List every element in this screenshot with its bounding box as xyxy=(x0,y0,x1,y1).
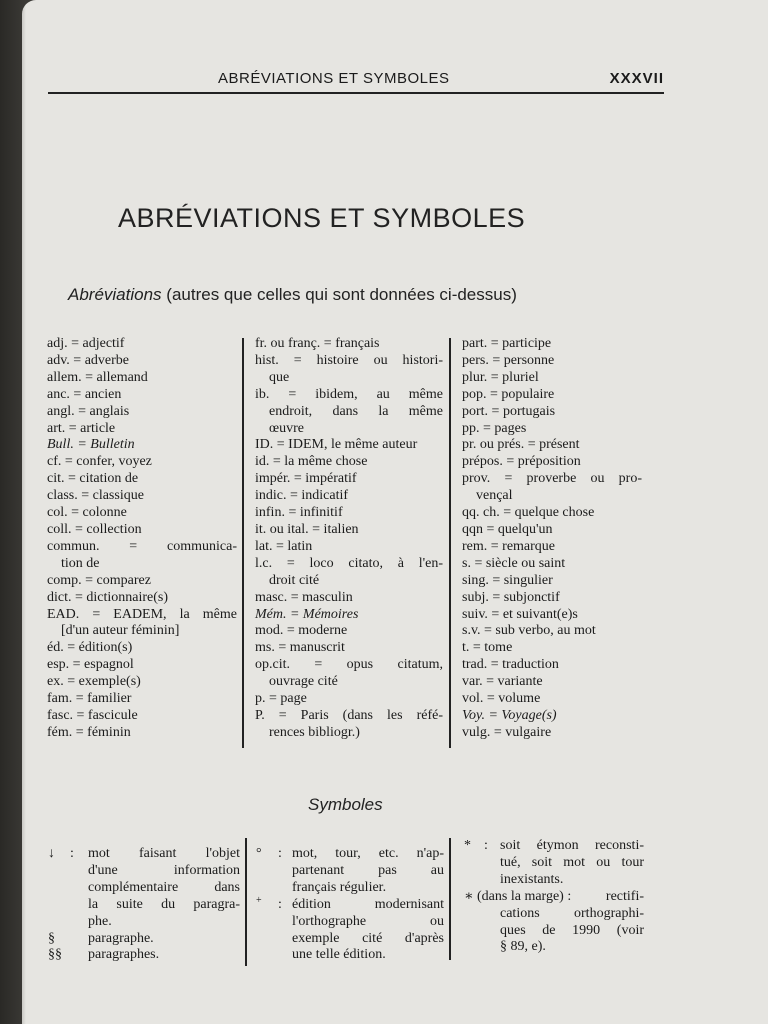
abbr-entry: var. = variante xyxy=(462,674,543,690)
abbr-entry: EAD. = EADEM, la même xyxy=(47,606,237,622)
abbr-entry: suiv. = et suivant(e)s xyxy=(462,606,578,622)
page-gutter-shadow xyxy=(0,0,26,1024)
symbol-description: mot, tour, etc. n'ap- partenant pas au français régulier. xyxy=(292,846,444,895)
abbr-entry: Bull. = Bulletin xyxy=(47,437,135,453)
page-title: ABRÉVIATIONS ET SYMBOLES xyxy=(118,203,526,233)
symbol-description: édition modernisant l'orthographe ou exemple cité d'après une telle édition. xyxy=(292,896,444,963)
abbr-entry: infin. = infinitif xyxy=(255,505,343,521)
abbr-entry: Mém. = Mémoires xyxy=(255,606,359,622)
abbr-entry: ID. = IDEM, le même auteur xyxy=(255,437,418,453)
abbr-entry: éd. = édition(s) xyxy=(47,640,133,656)
margin-asterisk-symbol: ∗ (dans la marge) : xyxy=(464,888,572,904)
column-divider xyxy=(242,338,244,748)
abbr-entry: comp. = comparez xyxy=(47,572,151,588)
colon: : xyxy=(484,838,488,853)
abbr-entry-continuation: [d'un auteur féminin] xyxy=(61,623,180,639)
abbr-entry: Voy. = Voyage(s) xyxy=(462,707,557,723)
symbol-description: paragraphes. xyxy=(88,947,160,963)
down-arrow-icon: ↓ xyxy=(48,846,55,861)
abbr-entry: qq. ch. = quelque chose xyxy=(462,505,595,521)
abbr-entry: fasc. = fascicule xyxy=(47,707,138,723)
abbr-entry: t. = tome xyxy=(462,640,513,656)
abbr-entry-continuation: tion de xyxy=(61,555,100,571)
abbr-entry: ms. = manuscrit xyxy=(255,640,345,656)
page-number: XXXVII xyxy=(609,70,664,87)
abbr-entry-continuation: ouvrage cité xyxy=(269,674,338,690)
abbr-entry-continuation: droit cité xyxy=(269,572,320,588)
symbol-description: soit étymon reconsti- tué, soit mot ou tour inexistants. xyxy=(500,838,644,887)
abbr-entry-continuation: vençal xyxy=(476,488,513,504)
abbr-entry: esp. = espagnol xyxy=(47,657,134,673)
colon: : xyxy=(70,846,74,861)
colon: : xyxy=(278,846,282,861)
abbr-entry: p. = page xyxy=(255,691,307,707)
abbr-entry-continuation: œuvre xyxy=(269,420,304,436)
symbol-entry xyxy=(256,846,444,897)
abbr-entry: prov. = proverbe ou pro- xyxy=(462,471,642,487)
abbr-entry: l.c. = loco citato, à l'en- xyxy=(255,555,443,571)
abbr-entry: art. = article xyxy=(47,420,116,436)
abbr-entry: anc. = ancien xyxy=(47,386,122,402)
abbr-entry: pop. = populaire xyxy=(462,386,555,402)
column-divider xyxy=(449,338,451,748)
symbol-entry xyxy=(464,838,644,889)
abbreviations-heading-note: (autres que celles qui sont données ci-dessus) xyxy=(166,285,517,304)
abbr-entry: coll. = collection xyxy=(47,521,142,537)
abbr-entry: mod. = moderne xyxy=(255,623,348,639)
abbr-entry: pp. = pages xyxy=(462,420,527,436)
abbr-entry: masc. = masculin xyxy=(255,589,353,605)
abbr-entry-continuation: que xyxy=(269,369,290,385)
symbol-entry xyxy=(48,947,240,964)
abbr-entry: commun. = communica- xyxy=(47,538,237,554)
column-divider xyxy=(245,838,247,966)
abbr-entry: op.cit. = opus citatum, xyxy=(255,657,443,673)
abbr-entry: angl. = anglais xyxy=(47,403,130,419)
degree-symbol: ° xyxy=(256,846,262,861)
symbol-description: mot faisant l'objet d'une information complémentaire dans la suite du paragra- phe. xyxy=(88,846,240,929)
abbr-entry: pers. = personne xyxy=(462,352,555,368)
abbr-entry: fr. ou franç. = français xyxy=(255,336,380,351)
symbol-entry xyxy=(48,846,240,931)
symbols-column-1 xyxy=(48,846,240,964)
abbr-entry: adj. = adjectif xyxy=(47,336,125,351)
symbols-column-3 xyxy=(464,838,644,956)
abbr-entry: class. = classique xyxy=(47,488,144,504)
asterisk-symbol: * xyxy=(464,838,471,853)
section-symbol: § xyxy=(48,930,55,946)
symbol-entry xyxy=(256,894,444,965)
symbols-column-2 xyxy=(256,846,444,964)
abbr-entry: ib. = ibidem, au même xyxy=(255,386,443,402)
abbreviations-column-1 xyxy=(47,336,237,742)
abbr-entry: s. = siècle ou saint xyxy=(462,555,566,571)
abbr-entry: lat. = latin xyxy=(255,538,313,554)
abbr-entry-continuation: endroit, dans la même xyxy=(269,403,443,419)
abbr-entry: vulg. = vulgaire xyxy=(462,724,552,740)
abbr-entry: cit. = citation de xyxy=(47,471,139,487)
abbr-entry: dict. = dictionnaire(s) xyxy=(47,589,169,605)
abbr-entry: fam. = familier xyxy=(47,691,132,707)
symbols-heading: Symboles xyxy=(308,795,383,814)
plus-symbol: + xyxy=(256,894,262,906)
abbr-entry: col. = colonne xyxy=(47,505,127,521)
abbr-entry: allem. = allemand xyxy=(47,369,148,385)
abbr-entry: sing. = singulier xyxy=(462,572,553,588)
abbr-entry: port. = portugais xyxy=(462,403,556,419)
symbol-entry: ∗ (dans la marge) : rectifi- cations orthographi- ques de 1990 (voir § 89, e). xyxy=(464,888,644,955)
abbr-entry: prépos. = préposition xyxy=(462,454,581,470)
abbr-entry: qqn = quelqu'un xyxy=(462,521,553,537)
abbreviations-column-3 xyxy=(462,336,642,742)
symbol-entry xyxy=(48,931,240,948)
abbr-entry: adv. = adverbe xyxy=(47,352,130,368)
abbr-entry: s.v. = sub verbo, au mot xyxy=(462,623,596,639)
abbr-entry: trad. = traduction xyxy=(462,657,559,673)
abbr-entry: indic. = indicatif xyxy=(255,488,349,504)
abbr-entry: P. = Paris (dans les réfé- xyxy=(255,707,443,723)
colon: : xyxy=(278,896,282,912)
symbol-description: paragraphe. xyxy=(88,930,154,946)
abbr-entry: subj. = subjonctif xyxy=(462,589,560,605)
abbr-entry: pr. ou prés. = présent xyxy=(462,437,580,453)
abbreviations-column-2 xyxy=(255,336,443,742)
abbr-entry-continuation: rences bibliogr.) xyxy=(269,724,360,740)
abbreviations-heading xyxy=(68,285,517,305)
abbr-entry: ex. = exemple(s) xyxy=(47,674,141,690)
abbr-entry: cf. = confer, voyez xyxy=(47,454,152,470)
abbr-entry: hist. = histoire ou histori- xyxy=(255,352,443,368)
abbr-entry: plur. = pluriel xyxy=(462,369,539,385)
abbr-entry: fém. = féminin xyxy=(47,724,131,740)
abbr-entry: part. = participe xyxy=(462,336,552,351)
running-head xyxy=(48,68,664,94)
abbr-entry: vol. = volume xyxy=(462,691,541,707)
abbr-entry: rem. = remarque xyxy=(462,538,556,554)
abbr-entry: impér. = impératif xyxy=(255,471,357,487)
abbreviations-heading-label: Abréviations xyxy=(68,285,162,304)
running-head-title: ABRÉVIATIONS ET SYMBOLES xyxy=(218,70,450,87)
column-divider xyxy=(449,838,451,960)
abbr-entry: id. = la même chose xyxy=(255,454,368,470)
double-section-symbol: §§ xyxy=(48,947,62,963)
abbr-entry: it. ou ital. = italien xyxy=(255,521,359,537)
